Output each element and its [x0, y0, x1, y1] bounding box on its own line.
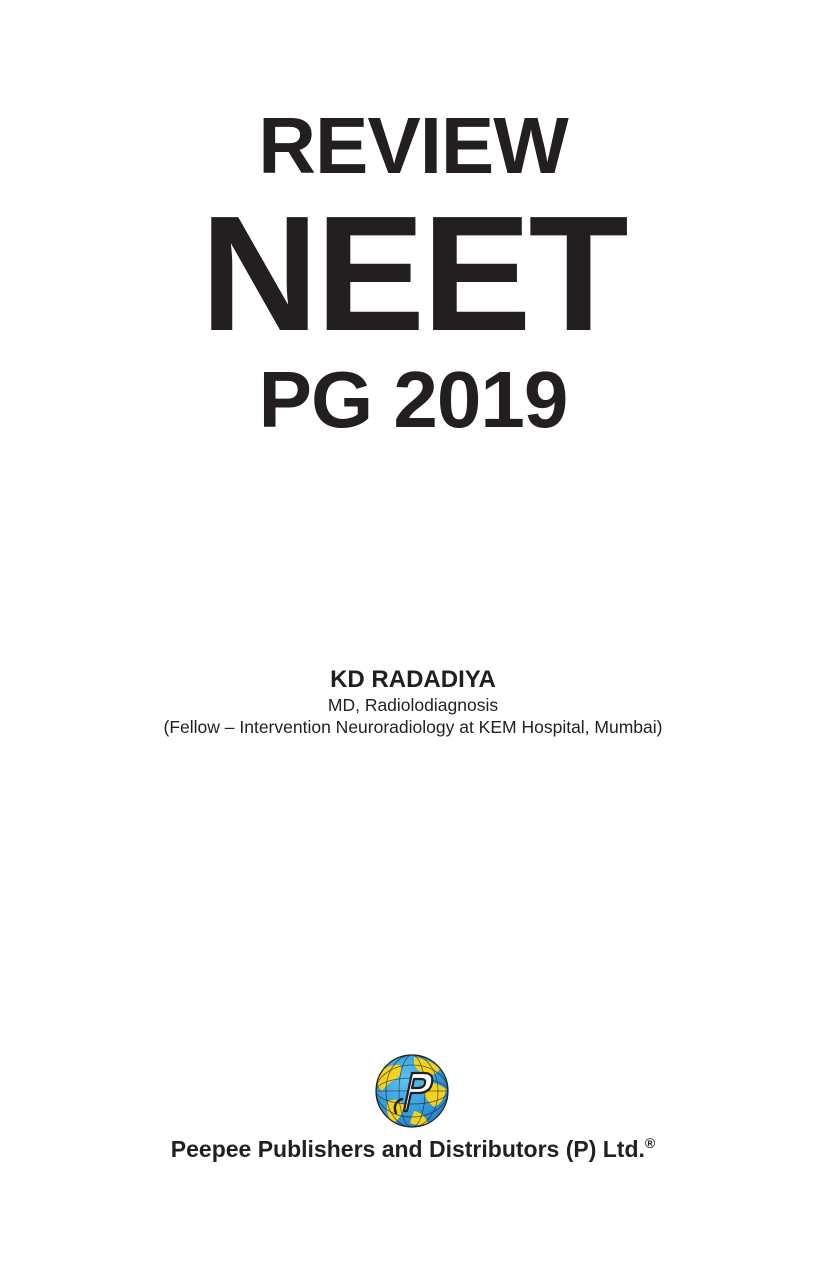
title-review: REVIEW: [258, 101, 568, 190]
author-affiliation: (Fellow – Intervention Neuroradiology at KEM Hospital, Mumbai): [163, 717, 663, 737]
author-degree: MD, Radiolodiagnosis: [327, 695, 499, 715]
title-pg-year: PG 2019: [258, 355, 568, 444]
globe-p-logo-icon: [374, 1053, 450, 1129]
registered-mark: ®: [644, 1135, 656, 1151]
publisher-name-line: [0, 1134, 826, 1164]
author-name: KD RADADIYA: [330, 666, 496, 693]
author-block: [0, 666, 826, 738]
publisher-name: Peepee Publishers and Distributors (P) Ltd.: [170, 1136, 645, 1162]
title-neet: NEET: [200, 182, 626, 365]
